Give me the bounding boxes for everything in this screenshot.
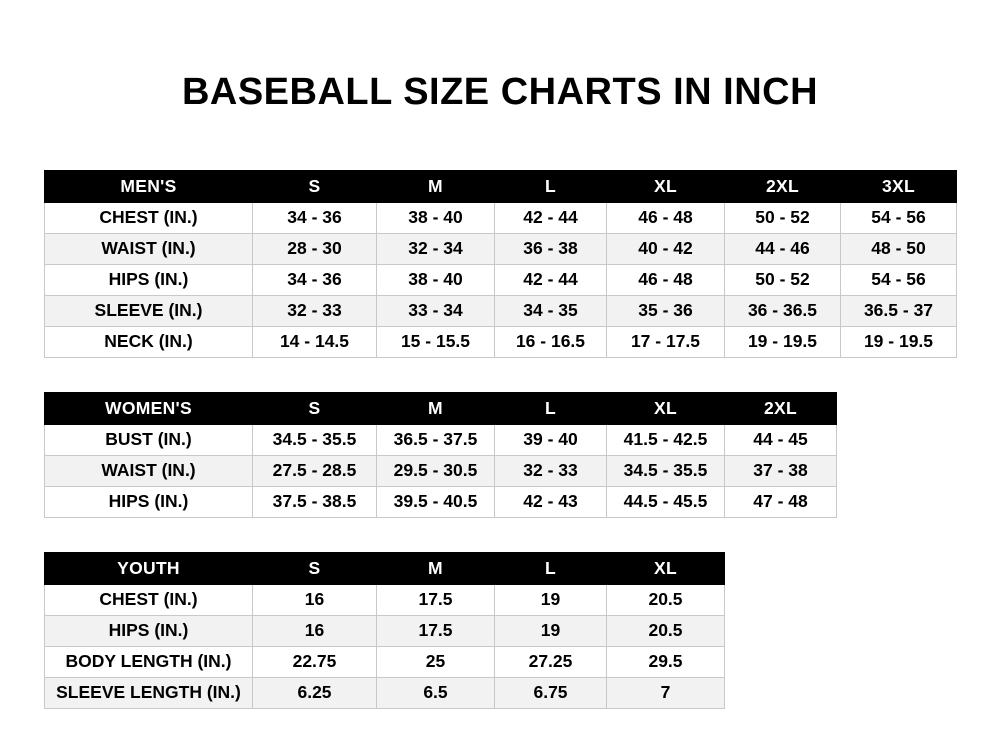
column-header: M [377, 552, 495, 584]
table-row [45, 455, 837, 486]
column-header: 2XL [725, 170, 841, 202]
table-cell: 54 - 56 [841, 264, 957, 295]
table-cell: 42 - 44 [495, 202, 607, 233]
row-header: HIPS (IN.) [45, 615, 253, 646]
table-cell: 37 - 38 [725, 455, 837, 486]
row-header: SLEEVE (IN.) [45, 295, 253, 326]
table-cell: 33 - 34 [377, 295, 495, 326]
row-header: BUST (IN.) [45, 424, 253, 455]
table-cell: 6.5 [377, 677, 495, 708]
table-cell: 46 - 48 [607, 202, 725, 233]
table-row [45, 326, 957, 357]
table-row [45, 295, 957, 326]
table-cell: 19 - 19.5 [841, 326, 957, 357]
table-cell: 46 - 48 [607, 264, 725, 295]
table-header-row [45, 552, 725, 584]
table-cell: 20.5 [607, 584, 725, 615]
table-cell: 16 [253, 584, 377, 615]
column-header: L [495, 392, 607, 424]
table-cell: 25 [377, 646, 495, 677]
table-cell: 36 - 36.5 [725, 295, 841, 326]
column-header: L [495, 170, 607, 202]
table-cell: 50 - 52 [725, 202, 841, 233]
column-header: XL [607, 552, 725, 584]
table-row [45, 202, 957, 233]
table-cell: 32 - 33 [495, 455, 607, 486]
table-cell: 27.25 [495, 646, 607, 677]
table-row [45, 486, 837, 517]
table-cell: 15 - 15.5 [377, 326, 495, 357]
table-cell: 39.5 - 40.5 [377, 486, 495, 517]
table-row [45, 646, 725, 677]
table-cell: 16 [253, 615, 377, 646]
row-header: SLEEVE LENGTH (IN.) [45, 677, 253, 708]
table-cell: 44 - 46 [725, 233, 841, 264]
row-header: NECK (IN.) [45, 326, 253, 357]
table-cell: 19 [495, 584, 607, 615]
table-cell: 44 - 45 [725, 424, 837, 455]
column-header: M [377, 170, 495, 202]
table-cell: 34.5 - 35.5 [607, 455, 725, 486]
table-cell: 14 - 14.5 [253, 326, 377, 357]
table-cell: 47 - 48 [725, 486, 837, 517]
table-header-row [45, 170, 957, 202]
table-cell: 36.5 - 37 [841, 295, 957, 326]
table-cell: 17.5 [377, 584, 495, 615]
column-header: M [377, 392, 495, 424]
table-cell: 50 - 52 [725, 264, 841, 295]
table-cell: 37.5 - 38.5 [253, 486, 377, 517]
table-cell: 17.5 [377, 615, 495, 646]
table-cell: 34 - 36 [253, 264, 377, 295]
table-cell: 29.5 - 30.5 [377, 455, 495, 486]
table-cell: 38 - 40 [377, 202, 495, 233]
column-header: S [253, 392, 377, 424]
table-cell: 44.5 - 45.5 [607, 486, 725, 517]
table-header-row [45, 392, 837, 424]
tables-container [0, 170, 1000, 709]
column-header: XL [607, 392, 725, 424]
table-row [45, 264, 957, 295]
column-header: YOUTH [45, 552, 253, 584]
table-cell: 7 [607, 677, 725, 708]
table-row [45, 233, 957, 264]
table-cell: 19 - 19.5 [725, 326, 841, 357]
youth-size-table [44, 552, 725, 709]
table-cell: 39 - 40 [495, 424, 607, 455]
column-header: S [253, 552, 377, 584]
table-cell: 34 - 36 [253, 202, 377, 233]
column-header: XL [607, 170, 725, 202]
table-cell: 27.5 - 28.5 [253, 455, 377, 486]
table-row [45, 615, 725, 646]
row-header: CHEST (IN.) [45, 202, 253, 233]
table-cell: 34 - 35 [495, 295, 607, 326]
table-cell: 36.5 - 37.5 [377, 424, 495, 455]
row-header: WAIST (IN.) [45, 233, 253, 264]
row-header: WAIST (IN.) [45, 455, 253, 486]
table-row [45, 584, 725, 615]
table-cell: 16 - 16.5 [495, 326, 607, 357]
table-cell: 17 - 17.5 [607, 326, 725, 357]
row-header: BODY LENGTH (IN.) [45, 646, 253, 677]
table-cell: 6.25 [253, 677, 377, 708]
table-cell: 29.5 [607, 646, 725, 677]
row-header: HIPS (IN.) [45, 486, 253, 517]
column-header: 3XL [841, 170, 957, 202]
table-cell: 20.5 [607, 615, 725, 646]
table-cell: 34.5 - 35.5 [253, 424, 377, 455]
column-header: MEN'S [45, 170, 253, 202]
table-cell: 6.75 [495, 677, 607, 708]
table-cell: 22.75 [253, 646, 377, 677]
table-row [45, 677, 725, 708]
table-cell: 42 - 43 [495, 486, 607, 517]
table-cell: 48 - 50 [841, 233, 957, 264]
mens-size-table [44, 170, 957, 358]
table-cell: 38 - 40 [377, 264, 495, 295]
table-cell: 41.5 - 42.5 [607, 424, 725, 455]
table-cell: 42 - 44 [495, 264, 607, 295]
table-cell: 32 - 34 [377, 233, 495, 264]
table-cell: 36 - 38 [495, 233, 607, 264]
table-cell: 19 [495, 615, 607, 646]
table-cell: 35 - 36 [607, 295, 725, 326]
column-header: WOMEN'S [45, 392, 253, 424]
table-row [45, 424, 837, 455]
column-header: L [495, 552, 607, 584]
table-cell: 32 - 33 [253, 295, 377, 326]
row-header: HIPS (IN.) [45, 264, 253, 295]
row-header: CHEST (IN.) [45, 584, 253, 615]
page-title: BASEBALL SIZE CHARTS IN INCH [181, 71, 819, 113]
table-cell: 40 - 42 [607, 233, 725, 264]
table-cell: 28 - 30 [253, 233, 377, 264]
column-header: 2XL [725, 392, 837, 424]
womens-size-table [44, 392, 837, 518]
column-header: S [253, 170, 377, 202]
table-cell: 54 - 56 [841, 202, 957, 233]
